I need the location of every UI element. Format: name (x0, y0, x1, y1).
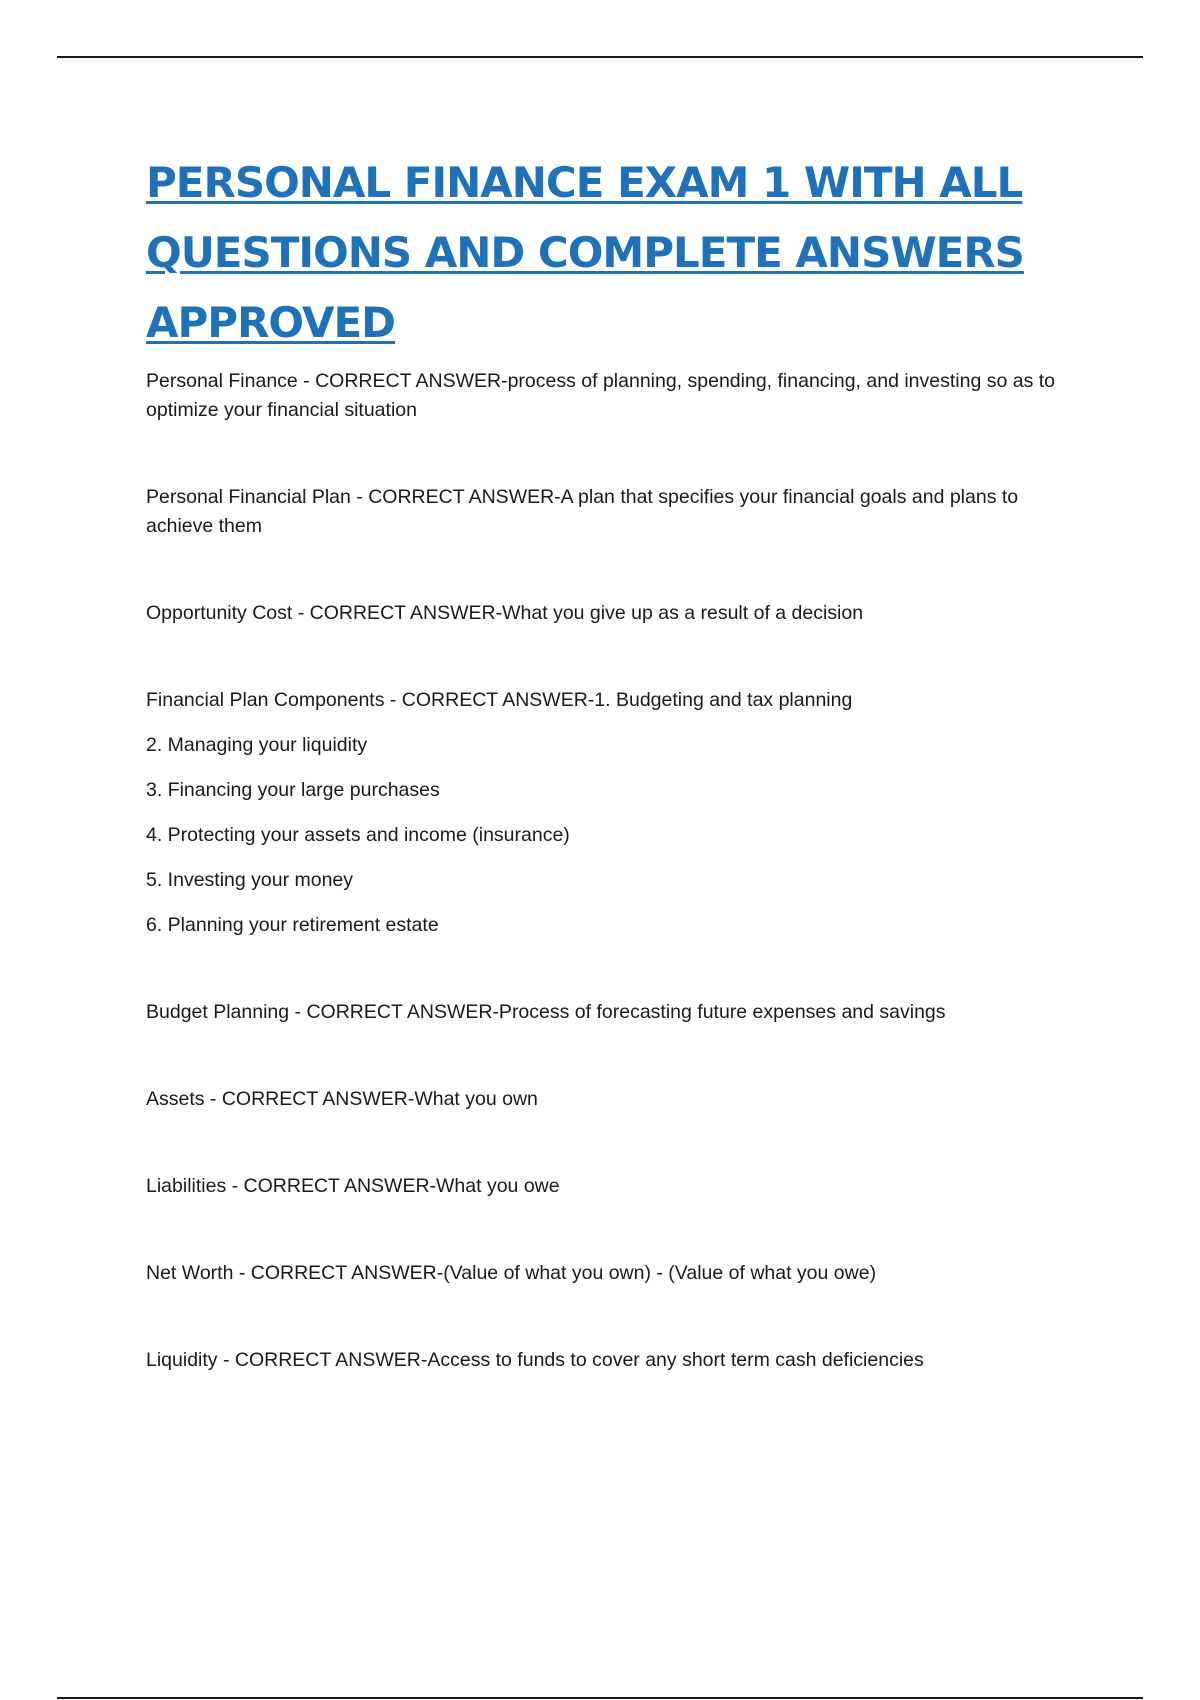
title-line-1: PERSONAL FINANCE EXAM 1 WITH ALL (146, 158, 1023, 207)
qa-entry-opportunity-cost: Opportunity Cost - CORRECT ANSWER-What you give up as a result of a decision (146, 602, 864, 624)
qa-entry-personal-financial-plan: Personal Financial Plan - CORRECT ANSWER-A plan that specifies your financial goals and plans to achieve them (146, 486, 1019, 537)
qa-entry-financial-plan-components: Financial Plan Components - CORRECT ANSWER-1. Budgeting and tax planning (146, 689, 853, 711)
components-list-item: 3. Financing your large purchases (146, 779, 440, 801)
qa-entry-personal-finance: Personal Finance - CORRECT ANSWER-process of planning, spending, financing, and investing so as to optimize your financial situation (146, 370, 1056, 421)
title-line-2: QUESTIONS AND COMPLETE ANSWERS (146, 228, 1024, 277)
qa-entry-liquidity: Liquidity - CORRECT ANSWER-Access to funds to cover any short term cash deficiencies (146, 1349, 924, 1371)
qa-entry-budget-planning: Budget Planning - CORRECT ANSWER-Process of forecasting future expenses and savings (146, 1001, 946, 1023)
footer-rule (57, 1697, 1143, 1699)
document-body (146, 367, 1086, 1375)
header-rule (57, 56, 1143, 58)
components-list-item: 6. Planning your retirement estate (146, 914, 439, 936)
qa-entry-assets: Assets - CORRECT ANSWER-What you own (146, 1088, 538, 1110)
components-list-item: 5. Investing your money (146, 869, 354, 891)
qa-entry-net-worth: Net Worth - CORRECT ANSWER-(Value of what you own) - (Value of what you owe) (146, 1262, 877, 1284)
title-line-3: APPROVED (146, 298, 396, 347)
qa-entry-liabilities: Liabilities - CORRECT ANSWER-What you owe (146, 1175, 560, 1197)
components-list-item: 4. Protecting your assets and income (insurance) (146, 824, 570, 846)
components-list-item: 2. Managing your liquidity (146, 734, 368, 756)
document-title (146, 148, 1046, 358)
